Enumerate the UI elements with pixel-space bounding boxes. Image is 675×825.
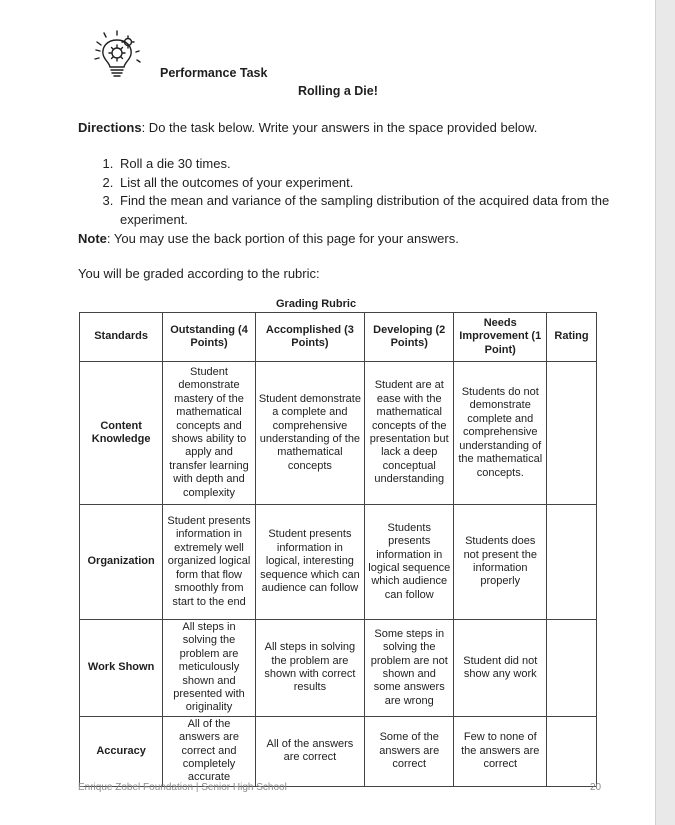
rubric-title: Grading Rubric — [276, 298, 357, 310]
outstanding-cell: All of the answers are correct and completely accurate — [163, 716, 256, 786]
note — [78, 231, 459, 246]
accomplished-cell: All steps in solving the problem are shown with correct results — [255, 620, 364, 717]
note-label: Note — [78, 231, 107, 246]
directions — [78, 120, 537, 135]
rating-cell[interactable] — [547, 362, 597, 505]
developing-cell: Some steps in solving the problem are not shown and some answers are wrong — [365, 620, 454, 717]
header-needs-improvement: Needs Improvement (1 Point) — [454, 313, 547, 362]
standard-cell: Content Knowledge — [80, 362, 163, 505]
table-row — [80, 716, 597, 786]
task-label: Performance Task — [160, 66, 268, 80]
header-standards: Standards — [80, 313, 163, 362]
table-row — [80, 362, 597, 505]
rating-cell[interactable] — [547, 505, 597, 620]
needs-improvement-cell: Few to none of the answers are correct — [454, 716, 547, 786]
directions-text: : Do the task below. Write your answers in the space provided below. — [141, 120, 538, 135]
needs-improvement-cell: Student did not show any work — [454, 620, 547, 717]
header-outstanding: Outstanding (4 Points) — [163, 313, 256, 362]
task-title: Rolling a Die! — [298, 84, 378, 98]
graded-text: You will be graded according to the rubric: — [78, 266, 320, 281]
rubric-table — [79, 312, 597, 787]
step-item: 2. List all the outcomes of your experiment. — [117, 174, 647, 193]
standard-cell: Accuracy — [80, 716, 163, 786]
rubric-header-row — [80, 313, 597, 362]
developing-cell: Student are at ease with the mathematical concepts of the presentation but lack a deep conceptual understanding — [365, 362, 454, 505]
developing-cell: Some of the answers are correct — [365, 716, 454, 786]
directions-label: Directions — [78, 120, 142, 135]
header-accomplished: Accomplished (3 Points) — [255, 313, 364, 362]
rating-cell[interactable] — [547, 620, 597, 717]
standard-cell: Work Shown — [80, 620, 163, 717]
outstanding-cell: Student presents information in extremely well organized logical form that flow smoothly from start to the end — [163, 505, 256, 620]
accomplished-cell: Student presents information in logical, interesting sequence which can audience can follow — [255, 505, 364, 620]
footer-text: Enrique Zobel Foundation | Senior High School — [78, 782, 287, 793]
needs-improvement-cell: Students does not present the information properly — [454, 505, 547, 620]
table-row — [80, 505, 597, 620]
standard-cell: Organization — [80, 505, 163, 620]
rating-cell[interactable] — [547, 716, 597, 786]
header-rating: Rating — [547, 313, 597, 362]
step-item: 1. Roll a die 30 times. — [117, 155, 647, 174]
needs-improvement-cell: Students do not demonstrate complete and comprehensive understanding of the mathematical concepts. — [454, 362, 547, 505]
page-number: 20 — [590, 782, 602, 793]
lightbulb-gear-icon — [92, 30, 142, 78]
step-item: 3. Find the mean and variance of the sampling distribution of the acquired data from the experiment. — [117, 192, 647, 229]
accomplished-cell: All of the answers are correct — [255, 716, 364, 786]
task-steps — [78, 155, 647, 229]
note-text: : You may use the back portion of this page for your answers. — [106, 231, 459, 246]
table-row — [80, 620, 597, 717]
header-developing: Developing (2 Points) — [365, 313, 454, 362]
developing-cell: Students presents information in logical sequence which audience can follow — [365, 505, 454, 620]
outstanding-cell: Student demonstrate mastery of the mathematical concepts and shows ability to apply and transfer learning with depth and complexity — [163, 362, 256, 505]
outstanding-cell: All steps in solving the problem are meticulously shown and presented with originality — [163, 620, 256, 717]
accomplished-cell: Student demonstrate a complete and comprehensive understanding of the mathematical concepts — [255, 362, 364, 505]
